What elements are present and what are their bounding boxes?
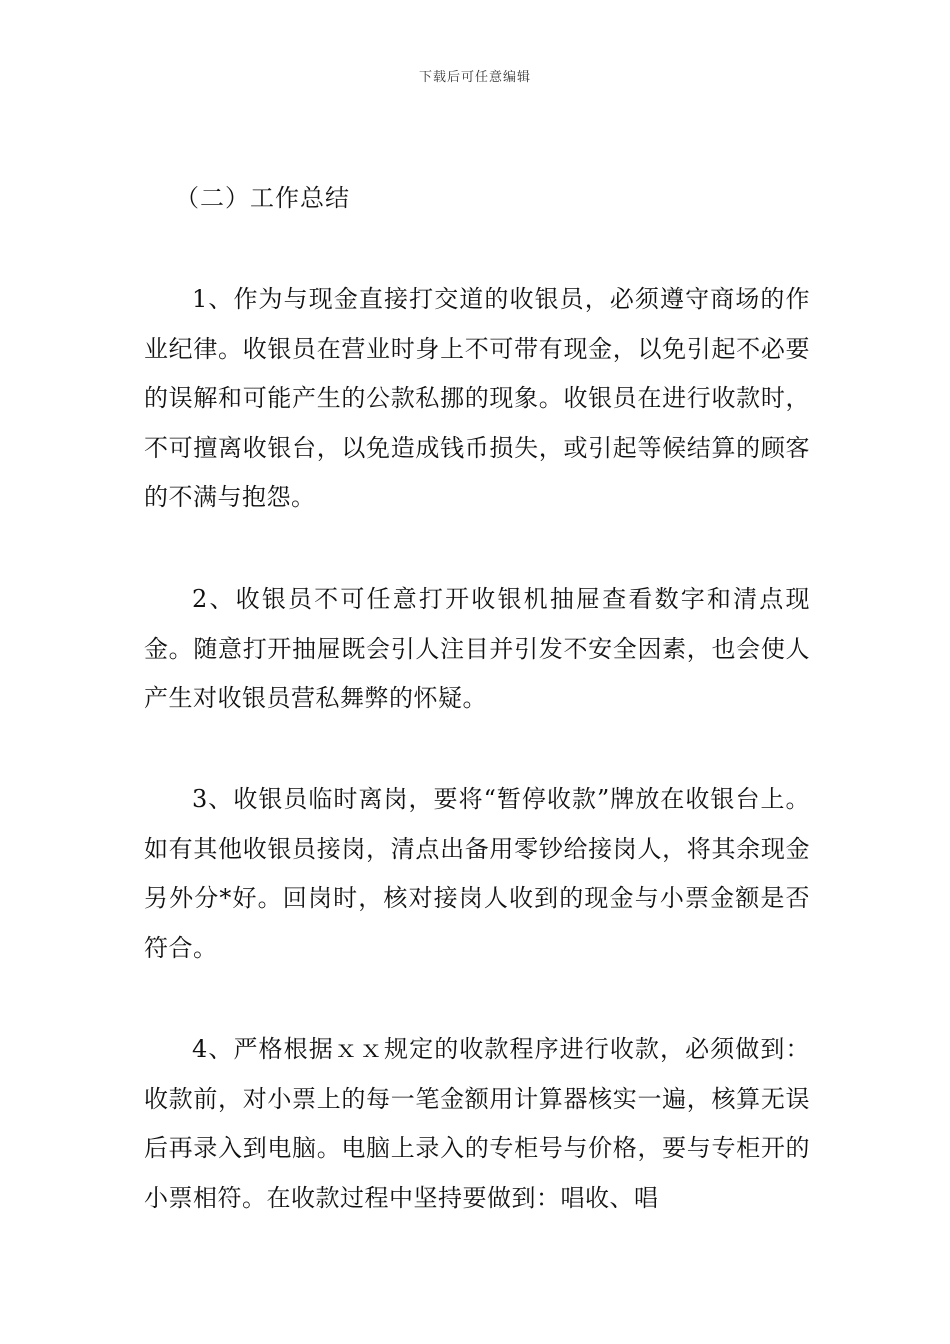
paragraph-4: 4、严格根据ｘｘ规定的收款程序进行收款，必须做到：收款前，对小票上的每一笔金额用计算器核实一遍，核算无误后再录入到电脑。电脑上录入的专柜号与价格，要与专柜开的小票相符。在收款过程中坚持要做到：唱收、唱 (144, 1035, 810, 1212)
page-header: 下载后可任意编辑 (418, 70, 531, 85)
paragraph-3: 3、收银员临时离岗，要将“暂停收款”牌放在收银台上。如有其他收银员接岗，清点出备用零钞给接岗人，将其余现金另外分*好。回岗时，核对接岗人收到的现金与小票金额是否符合。 (144, 785, 810, 962)
paragraph-1: 1、作为与现金直接打交道的收银员，必须遵守商场的作业纪律。收银员在营业时身上不可带有现金，以免引起不必要的误解和可能产生的公款私挪的现象。收银员在进行收款时，不可擅离收银台，以免造成钱币损失，或引起等候结算的顾客的不满与抱怨。 (144, 285, 810, 511)
paragraph-2: 2、收银员不可任意打开收银机抽屉查看数字和清点现金。随意打开抽屉既会引人注目并引发不安全因素，也会使人产生对收银员营私舞弊的怀疑。 (144, 585, 810, 712)
section-heading: （二）工作总结 (175, 184, 350, 212)
